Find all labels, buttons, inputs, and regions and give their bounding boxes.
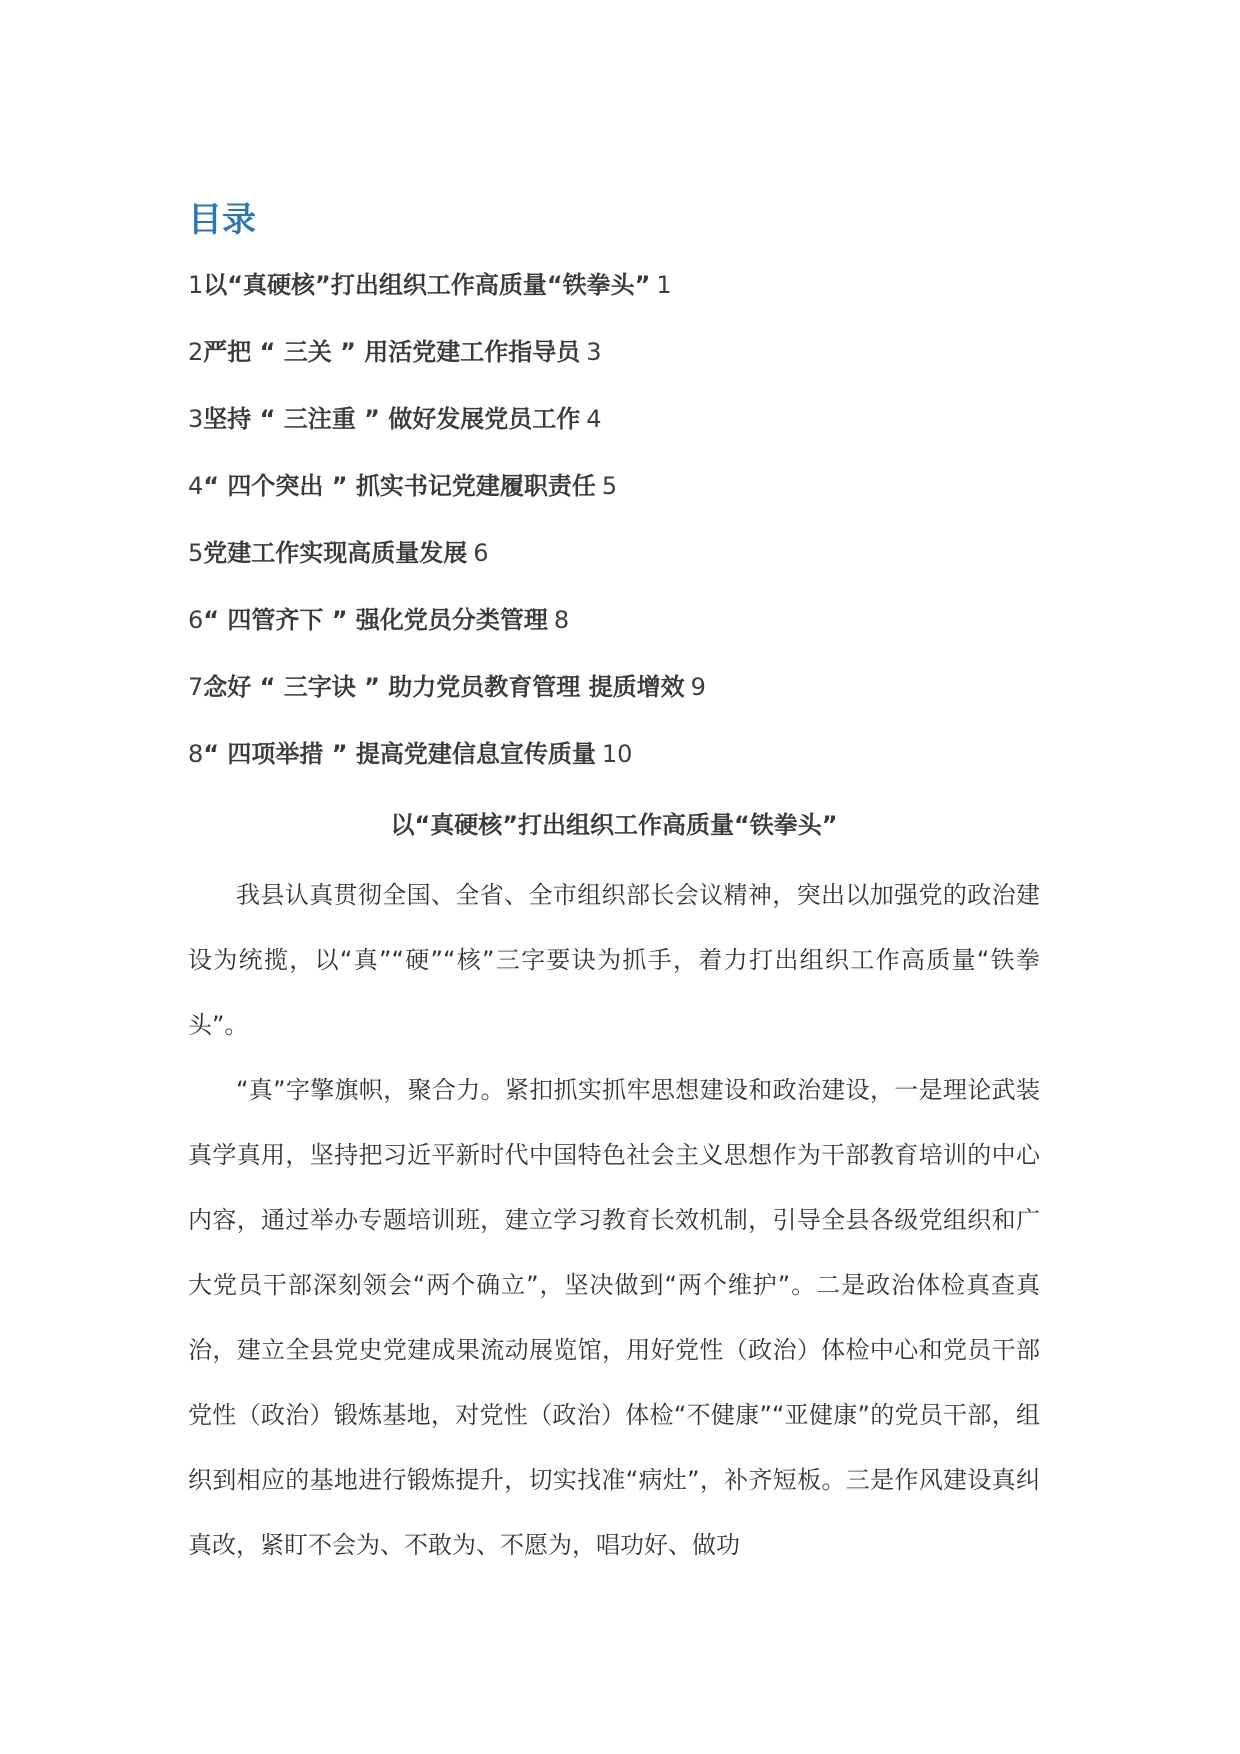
toc-item-title: “ 四个突出 ” 抓实书记党建履职责任	[203, 472, 596, 500]
body-paragraph: 我县认真贯彻全国、全省、全市组织部长会议精神，突出以加强党的政治建设为统揽，以“真”“硬”“核”三字要诀为抓手，着力打出组织工作高质量“铁拳头”。	[188, 881, 1040, 1039]
toc-item-title: 以“真硬核”打出组织工作高质量“铁拳头”	[203, 271, 651, 299]
toc-item[interactable]	[188, 670, 1040, 737]
toc-item-number: 4	[188, 472, 204, 500]
toc-item-number: 8	[188, 740, 204, 768]
toc-item-title: “ 四项举措 ” 提高党建信息宣传质量	[203, 740, 596, 768]
toc-item-title: 严把 “ 三关 ” 用活党建工作指导员	[203, 338, 581, 366]
toc-item-title: 念好 “ 三字诀 ” 助力党员教育管理 提质增效	[203, 673, 685, 701]
toc-item-number: 3	[188, 405, 204, 433]
toc-item[interactable]	[188, 402, 1040, 469]
toc-item-page: 1	[656, 271, 672, 299]
article-heading: 以“真硬核”打出组织工作高质量“铁拳头”	[390, 811, 838, 839]
toc-item-page: 5	[601, 472, 618, 500]
toc-item-number: 6	[188, 606, 204, 634]
toc-item[interactable]	[188, 737, 1040, 804]
toc-item-title: “ 四管齐下 ” 强化党员分类管理	[203, 606, 548, 634]
article-body	[188, 863, 1040, 1578]
toc-item-title: 坚持 “ 三注重 ” 做好发展党员工作	[203, 405, 581, 433]
toc-item-page: 4	[586, 405, 602, 433]
toc-item-number: 2	[188, 338, 204, 366]
toc-item-number: 7	[188, 673, 204, 701]
toc-item-page: 8	[553, 606, 570, 634]
toc-item[interactable]	[188, 536, 1040, 603]
toc-item[interactable]	[188, 469, 1040, 536]
toc-item-page: 10	[601, 740, 633, 768]
toc-item[interactable]	[188, 603, 1040, 670]
toc-item-page: 9	[690, 673, 706, 701]
toc-item-title: 党建工作实现高质量发展	[203, 539, 468, 567]
toc-item-page: 6	[473, 539, 489, 567]
toc-item-number: 5	[188, 539, 204, 567]
toc-title: 目录	[188, 200, 256, 240]
table-of-contents	[188, 268, 1040, 804]
toc-item[interactable]	[188, 268, 1040, 335]
toc-item-number: 1	[188, 271, 204, 299]
toc-item[interactable]	[188, 335, 1040, 402]
toc-item-page: 3	[586, 338, 602, 366]
body-paragraph: “真”字擎旗帜，聚合力。紧扣抓实抓牢思想建设和政治建设，一是理论武装真学真用，坚持把习近平新时代中国特色社会主义思想作为干部教育培训的中心内容，通过举办专题培训班，建立学习教育长效机制，引导全县各级党组织和广大党员干部深刻领会“两个确立”，坚决做到“两个维护”。二是政治体检真查真治，建立全县党史党建成果流动展览馆，用好党性（政治）体检中心和党员干部党性（政治）锻炼基地，对党性（政治）体检“不健康”“亚健康”的党员干部，组织到相应的基地进行锻炼提升，切实找准“病灶”，补齐短板。三是作风建设真纠真改，紧盯不会为、不敢为、不愿为，唱功好、做功	[188, 1076, 1040, 1559]
